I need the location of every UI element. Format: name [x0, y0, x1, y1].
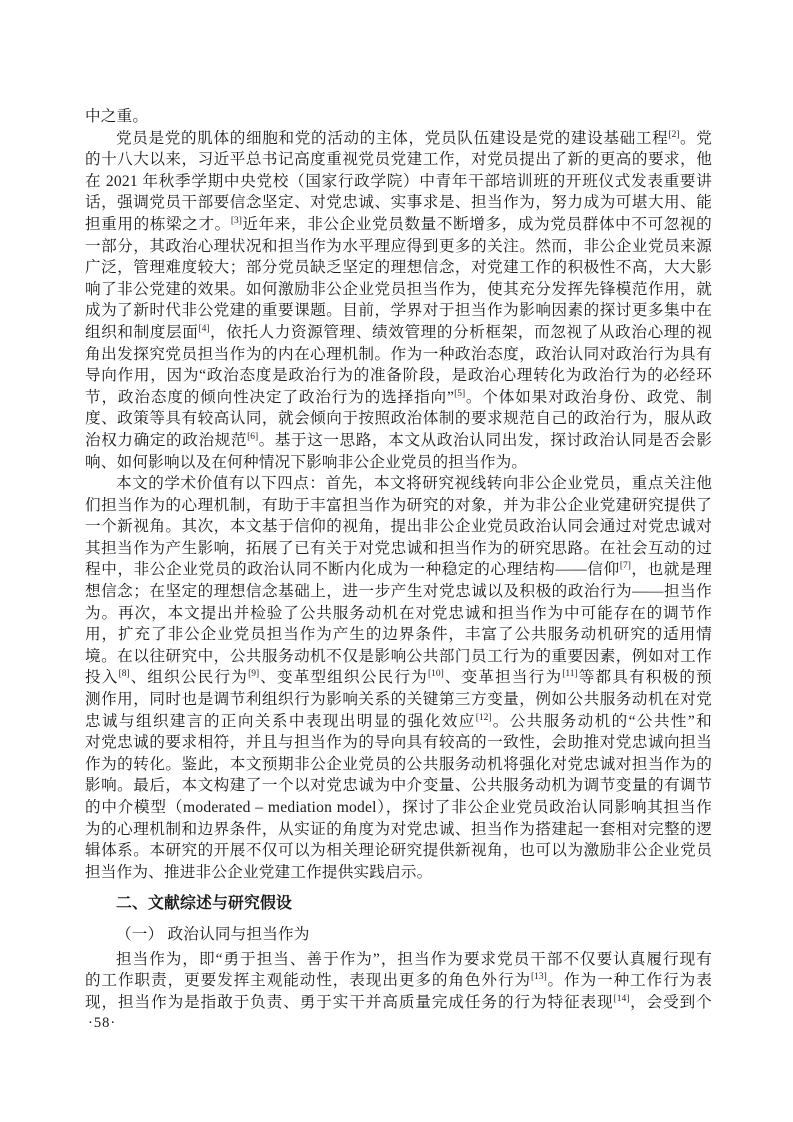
- text-line: 对党忠诚的要求相符，并且与担当作为的导向具有较高的一致性，会助推对党忠诚向担当: [85, 734, 712, 752]
- citation-ref: [4]: [198, 323, 210, 334]
- text-line: 为的心理机制和边界条件，从实证的角度为对党忠诚、担当作为搭建起一套相对完整的逻: [85, 820, 712, 838]
- page-number: ·58·: [88, 1015, 117, 1031]
- text-line: 用，扩充了非公企业党员担当作为产生的边界条件，丰富了公共服务动机研究的适用情: [85, 626, 712, 644]
- text-line: 的工作职责，更要发挥主观能动性，表现出更多的角色外行为[13]。作为一种工作行为表: [85, 972, 712, 990]
- text-line: 辑体系。本研究的开展不仅可以为相关理论研究提供新视角，也可以为激励非公企业党员: [85, 842, 712, 860]
- citation-ref: [12]: [475, 712, 492, 723]
- citation-ref: [8]: [118, 669, 130, 680]
- text-line: 组织和制度层面[4]，依托人力资源管理、绩效管理的分析框架，而忽视了从政治心理的视: [85, 323, 713, 341]
- text-line: 现，担当作为是指敢于负责、勇于实干并高质量完成任务的行为特征表现[14]，会受到个: [85, 993, 712, 1011]
- text-line: 忠诚与组织建言的正向关系中表现出明显的强化效应[12]。公共服务动机的“公共性”和: [85, 712, 712, 730]
- text-line: 的十八大以来，习近平总书记高度重视党员党建工作，对党员提出了新的更高的要求，他: [85, 151, 712, 169]
- citation-ref: [11]: [562, 669, 578, 680]
- text-line: 成为了新时代非公党建的重要课题。目前，学界对于担当作为影响因素的探讨更多集中在: [85, 302, 712, 320]
- text-line: 度、政策等具有较高认同，就会倾向于按照政治体制的要求规范自己的政治行为，服从政: [85, 410, 712, 428]
- citation-ref: [2]: [668, 129, 680, 140]
- citation-ref: [10]: [427, 669, 444, 680]
- citation-ref: [7]: [619, 561, 631, 572]
- text-line: 程中，非公企业党员的政治认同不断内化成为一种稳定的心理结构——信仰[7]，也就是理: [85, 561, 712, 579]
- text-line: 投入[8]、组织公民行为[9]、变革型组织公民行为[10]、变革担当行为[11]等都具有积极的预: [85, 669, 712, 687]
- text-line: 响、如何影响以及在何种情况下影响非公企业党员的担当作为。: [85, 453, 528, 471]
- citation-ref: [6]: [247, 431, 259, 442]
- citation-ref: [13]: [530, 972, 547, 983]
- text-line: 响了非公党建的效果。如何激励非公企业党员担当作为，使其充分发挥先锋模范作用，就: [85, 280, 712, 298]
- text-line: 为。再次，本文提出并检验了公共服务动机在对党忠诚和担当作为中可能存在的调节作: [85, 604, 712, 622]
- text-line: 作为的转化。鉴此，本文预期非公企业党员的公共服务动机将强化对党忠诚对担当作为的: [85, 755, 712, 773]
- section-heading: 二、文献综述与研究假设: [116, 895, 292, 913]
- subsection-heading: （一） 政治认同与担当作为: [116, 925, 310, 943]
- text-line: 测作用，同时也是调节利组织行为影响关系的关键第三方变量，例如公共服务动机在对党: [85, 691, 712, 709]
- text-line: 话，强调党员干部要信念坚定、对党忠诚、实事求是、担当作为，努力成为可堪大用、能: [85, 194, 712, 212]
- text-line: 广泛，管理难度较大；部分党员缺乏坚定的理想信念，对党建工作的积极性不高，大大影: [85, 259, 712, 277]
- text-line: 担当作为、推进非公企业党建工作提供实践启示。: [85, 863, 433, 881]
- text-line: 一个新视角。其次，本文基于信仰的视角，提出非公企业党员政治认同会通过对党忠诚对: [85, 518, 712, 536]
- text-line: 其担当作为产生影响，拓展了已有关于对党忠诚和担当作为的研究思路。在社会互动的过: [85, 539, 712, 557]
- text-line: 在 2021 年秋季学期中央党校（国家行政学院）中青年干部培训班的开班仪式发表重要讲: [85, 172, 712, 190]
- text-line: 境。在以往研究中，公共服务动机不仅是影响公共部门员工行为的重要因素，例如对工作: [85, 647, 712, 665]
- text-line: 治权力确定的政治规范[6]。基于这一思路，本文从政治认同出发，探讨政治认同是否会影: [85, 431, 712, 449]
- text-line: 的中介模型（moderated – mediation model），探讨了非公企业党员政治认同影响其担当作: [85, 799, 712, 816]
- text-line: 角出发探究党员担当作为的内在心理机制。作为一种政治态度，政治认同对政治行为具有: [85, 345, 712, 363]
- text-line: 党员是党的肌体的细胞和党的活动的主体，党员队伍建设是党的建设基础工程[2]。党: [116, 129, 712, 147]
- text-line: 中之重。: [85, 108, 149, 125]
- text-line: 们担当作为的心理机制，有助于丰富担当作为研究的对象，并为非公企业党建研究提供了: [85, 496, 712, 514]
- citation-ref: [3]: [230, 215, 242, 226]
- text-line: 想信念；在坚定的理想信念基础上，进一步产生对党忠诚以及积极的政治行为——担当作: [85, 583, 712, 601]
- citation-ref: [9]: [248, 669, 260, 680]
- text-line: 本文的学术价值有以下四点：首先，本文将研究视线转向非公企业党员，重点关注他: [116, 475, 712, 493]
- text-line: 担当作为，即“勇于担当、善于作为”，担当作为要求党员干部不仅要认真履行现有: [116, 950, 712, 968]
- article-text-block: [85, 106, 712, 1013]
- citation-ref: [14]: [613, 993, 630, 1004]
- text-line: 影响。最后，本文构建了一个以对党忠诚为中介变量、公共服务动机为调节变量的有调节: [85, 777, 712, 795]
- text-line: 担重用的栋梁之才。[3]近年来，非公企业党员数量不断增多，成为党员群体中不可忽视的: [85, 215, 712, 233]
- text-line: 节，政治态度的倾向性决定了政治行为的选择指向”[5]。个体如果对政治身份、政党、制: [85, 388, 712, 406]
- text-line: 一部分，其政治心理状况和担当作为水平理应得到更多的关注。然而，非公企业党员来源: [85, 237, 712, 255]
- text-line: 导向作用，因为“政治态度是政治行为的准备阶段，是政治心理转化为政治行为的必经环: [85, 367, 712, 385]
- citation-ref: [5]: [454, 388, 466, 399]
